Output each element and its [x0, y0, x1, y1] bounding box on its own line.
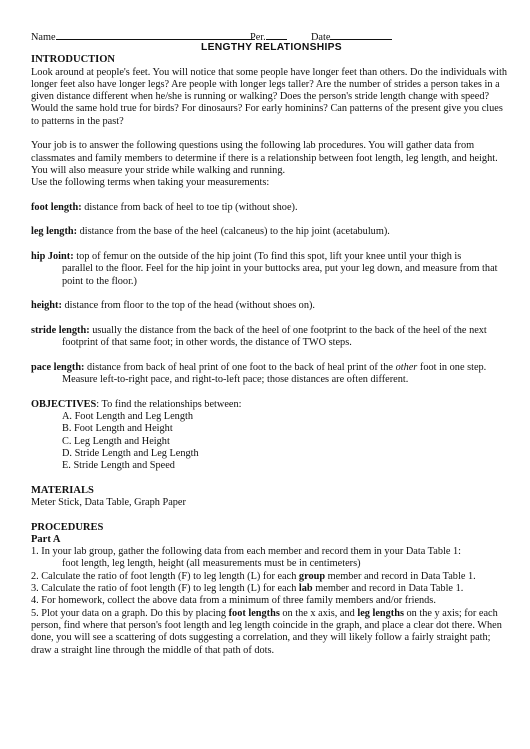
- header-fields: [31, 29, 512, 41]
- definition-height: [31, 300, 512, 312]
- objectives-heading: OBJECTIVES: [31, 398, 97, 410]
- def-height: distance from floor to the top of the head (without shoes on).: [61, 300, 315, 312]
- def-stride-line1: usually the distance from the back of the heel of one footprint to the back of the heel of the next: [89, 324, 487, 336]
- date-blank[interactable]: [330, 29, 392, 40]
- step2-bold-group: group: [298, 570, 326, 582]
- name-label: Name: [31, 32, 56, 43]
- def-pace-line1a: distance from back of heal print of one foot to the back of heal print of the: [84, 361, 396, 373]
- step3-bold-lab: lab: [298, 583, 313, 595]
- definition-pace-length: [31, 362, 512, 387]
- objective-item: B. Foot Length and Height: [62, 423, 173, 435]
- step3-text-a: 3. Calculate the ratio of foot length (F) to leg length (L) for each: [31, 583, 299, 595]
- objective-item: C. Leg Length and Height: [62, 435, 170, 447]
- def-pace-other: other: [395, 361, 418, 373]
- period-label: Per.: [250, 32, 266, 43]
- definition-stride-length: [31, 325, 512, 350]
- name-blank[interactable]: [56, 29, 255, 40]
- step2-text-a: 2. Calculate the ratio of foot length (F) to leg length (L) for each: [31, 570, 299, 582]
- introduction-paragraph-3: Use the following terms when taking your measurements:: [31, 177, 270, 189]
- term-hip-joint: hip Joint:: [31, 251, 74, 263]
- objectives-intro: : To find the relationships between:: [96, 398, 242, 410]
- date-field[interactable]: [311, 29, 392, 44]
- procedure-step-2: [31, 571, 512, 583]
- definition-hip-joint: [31, 251, 512, 288]
- def-hip-joint-line1: top of femur on the outside of the hip joint (To find this spot, lift your knee until your thigh is: [73, 251, 462, 263]
- objectives-list: [31, 411, 512, 472]
- def-stride-line2: footprint of that same foot; in other words, the distance of TWO steps.: [62, 337, 352, 349]
- procedures-heading: PROCEDURES: [31, 521, 104, 533]
- date-label: Date: [311, 32, 331, 43]
- def-pace-line1c: foot in one step.: [417, 361, 487, 373]
- objective-item: A. Foot Length and Leg Length: [62, 410, 193, 422]
- name-field[interactable]: [31, 29, 255, 44]
- introduction-paragraph-2: Your job is to answer the following questions using the following lab procedures. You will gather data from classmates and family members to determine if there is a relationship between foot length, leg length, and height. You will also measure your stride while walking and running.: [31, 140, 498, 176]
- step3-text-c: member and record in Data Table 1.: [312, 583, 464, 595]
- definition-leg-length: [31, 226, 512, 238]
- procedure-step-5: [31, 608, 512, 657]
- def-leg-length: distance from the base of the heel (calcaneus) to the hip joint (acetabulum).: [77, 226, 390, 238]
- objective-item: E. Stride Length and Speed: [62, 460, 175, 472]
- part-a-heading: Part A: [31, 533, 61, 545]
- step5-bold-leg-lengths: leg lengths: [357, 607, 404, 619]
- step5-bold-foot-lengths: foot lengths: [228, 607, 280, 619]
- procedure-step-1-sub: foot length, leg length, height (all measurements must be in centimeters): [62, 558, 361, 570]
- introduction-paragraph-1: Look around at people's feet. You will notice that some people have longer feet than others. Do the individuals with longer feet also have longer legs? Are people with longer legs taller? Are the number of strides a person takes in a given distance different when he/she is running or walking? Does the person's stride length change with speed? Would the same hold true for birds? For dinosaurs? For early hominins? Can patterns of the present give you clues to patterns in the past?: [31, 66, 507, 127]
- period-blank[interactable]: [266, 29, 287, 40]
- def-foot-length: distance from back of heel to toe tip (without shoe).: [81, 201, 298, 213]
- term-foot-length: foot length:: [31, 201, 82, 213]
- step5-text-a: 5. Plot your data on a graph. Do this by placing: [31, 607, 229, 619]
- term-leg-length: leg length:: [31, 226, 78, 238]
- page-title: LENGTHY RELATIONSHIPS: [201, 42, 342, 53]
- definition-foot-length: [31, 202, 512, 214]
- step2-text-c: member and record in Data Table 1.: [325, 570, 476, 582]
- procedure-step-4: 4. For homework, collect the above data from a minimum of three family members and/or friends.: [31, 595, 436, 607]
- objectives-section: [31, 399, 512, 411]
- term-pace-length: pace length:: [31, 361, 85, 373]
- step5-text-e: on the y axis; for each person, find where that person's foot length and leg length coincide in the graph, and place a clear dot there. When done, you will see a scattering of dots suggesting a correlation, and they will likely follow a fairly straight path; draw a straight line through the middle of that path of dots.: [31, 607, 502, 656]
- def-pace-line2: Measure left-to-right pace, and right-to-left pace; those distances are often different.: [62, 374, 409, 386]
- procedure-step-3: [31, 583, 512, 595]
- materials-text: Meter Stick, Data Table, Graph Paper: [31, 496, 186, 508]
- period-field[interactable]: [250, 29, 287, 44]
- step5-text-c: on the x axis, and: [279, 607, 358, 619]
- materials-heading: MATERIALS: [31, 484, 94, 496]
- objective-item: D. Stride Length and Leg Length: [62, 447, 199, 459]
- def-hip-joint-line2: parallel to the floor. Feel for the hip joint in your buttocks area, put your leg down, and measure from that point to the floor.): [62, 263, 498, 287]
- term-height: height:: [31, 300, 62, 312]
- term-stride-length: stride length:: [31, 324, 90, 336]
- introduction-heading: INTRODUCTION: [31, 54, 116, 66]
- procedure-step-1: 1. In your lab group, gather the following data from each member and record them in your Data Table 1:: [31, 546, 461, 558]
